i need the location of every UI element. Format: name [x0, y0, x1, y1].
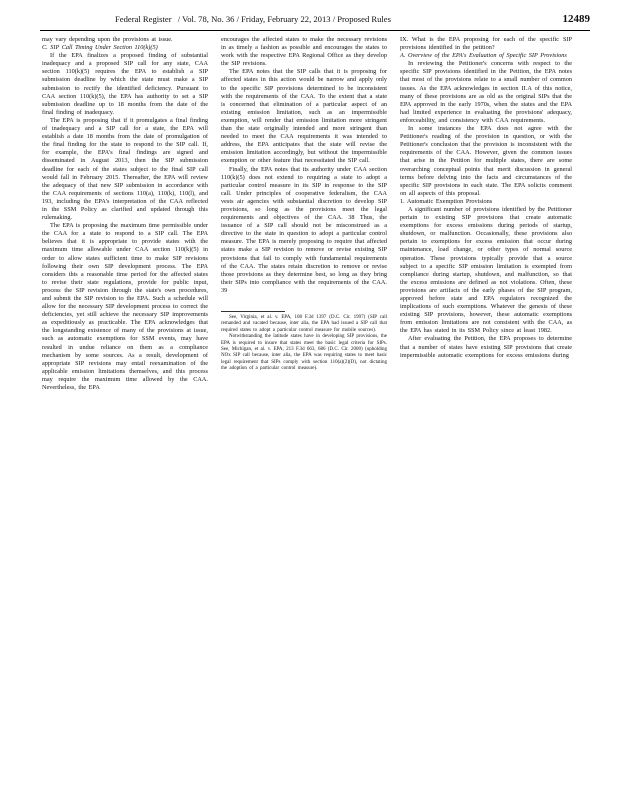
paragraph: Finally, the EPA notes that its authority under CAA section 110(k)(5) does not extend to requiring a state to adopt a particular control measure in its SIP in response to the SIP call. Under principles of cooperative federalism, the CAA vests air agencies with substantial discretion to develop SIP provisions, so long as the provisions meet the legal requirements and objectives of the CAA. 38 Thus, the issuance of a SIP call should not be misconstrued as a directive to the state in question to adopt a particular control measure. The EPA is merely proposing to require that affected states make a SIP revision to remove or revise existing SIP provisions that fail to comply with fundamental requirements of the CAA. The states retain discretion to remove or revise those provisions as they determine best, so long as they bring their SIPs into compliance with the requirements of the CAA. 39 — [221, 165, 387, 294]
header-rule — [40, 30, 590, 31]
paragraph: may vary depending upon the provisions at issue. — [42, 36, 173, 43]
paragraph: In some instances the EPA does not agree with the Petitioner's reading of the provision in question, or with the Petitioner's conclusion that the provision is inconsistent with the requirements of the CAA. However, given the common issues that arise in the Petition for multiple states, there are some overarching conceptual points that merit discussion in general terms before delving into the facts and circumstances of the specific SIP provisions in each state. The EPA solicits comment on all aspects of this proposal. — [400, 125, 572, 197]
paragraph: In reviewing the Petitioner's concerns with respect to the specific SIP provisions identified in the Petition, the EPA notes that most of the provisions relate to a small number of common issues. As the EPA acknowledges in section II.A of this notice, many of these provisions are as old as the original SIPs that the EPA approved in the early 1970s, when the states and the EPA had limited experience in evaluating the provisions' adequacy, enforceability, and consistency with CAA requirements. — [400, 60, 572, 124]
paragraph: encourages the affected states to make the necessary revisions in as timely a fashion as possible and encourages the states to work with the respective EPA Regional Office as they develop the SIP revisions. — [221, 36, 387, 68]
page-number: 12489 — [562, 13, 590, 25]
subsection-heading: A. Overview of the EPA's Evaluation of Specific SIP Provisions — [400, 52, 567, 60]
paragraph: The EPA is proposing the maximum time permissible under the CAA for a state to respond to a SIP call. The EPA believes that it is appropriate to provide states with the maximum time allowable under CAA section 110(k)(5) in order to allow states sufficient time to make SIP revisions following their own SIP development process. The EPA considers this a reasonable time period for the affected states to revise their state regulations, provide for public input, process the SIP revision through the state's own procedures, and submit the SIP revision to the EPA. Such a schedule will allow for the necessary SIP development process to correct the deficiencies, yet still achieve the necessary SIP improvements as expeditiously as practicable. The EPA acknowledges that the longstanding existence of many of the provisions at issue, such as automatic exemptions for SSM events, may have resulted in undue reliance on them as a compliance mechanism by some sources. As a result, development of appropriate SIP revisions may entail reexamination of the applicable emission limitations themselves, and this process may require the maximum time allowed by the CAA. Nevertheless, the EPA — [42, 222, 208, 392]
column-1 — [42, 36, 208, 392]
subsection-heading: 1. Automatic Exemption Provisions — [400, 197, 493, 205]
footnotes — [221, 315, 387, 373]
footnote: Notwithstanding the latitude states have in developing SIP provisions, the EPA is required to insure that states meet the basic legal criteria for SIPs. See, Michigan, et al. v. EPA, 213 F.3d 663, 686 (D.C. Cir. 2000) (upholding NOx SIP call because, inter alia, the EPA was requiring states to meet basic legal requirement that SIPs comply with section 110(a)(2)(D), not dictating the adoption of a particular control measure). — [221, 334, 387, 372]
column-3 — [400, 36, 572, 360]
paragraph: The EPA is proposing that if it promulgates a final finding of inadequacy and a SIP call for a state, the EPA will establish a date 18 months from the date of promulgation of the final finding for the state to respond to the SIP call. If, for example, the EPA's final findings are signed and disseminated in August 2013, then the SIP submission deadline for each of the states subject to the final SIP call would fall in February 2015. Thereafter, the EPA will review the adequacy of that new SIP submission in accordance with the CAA requirements of sections 110(a), 110(k), 110(l), and 193, including the EPA's interpretation of the CAA reflected in the SSM Policy as clarified and updated through this rulemaking. — [42, 116, 208, 222]
header-citation — [115, 10, 395, 28]
column-2 — [221, 36, 387, 373]
footnote: See, Virginia, et al. v. EPA, 108 F.3d 1397 (D.C. Cir. 1997) (SIP call remanded and vacated because, inter alia, the EPA had issued a SIP call that required states to adopt a particular control measure for mobile sources). — [221, 315, 387, 333]
paragraph: The EPA notes that the SIP calls that it is proposing for affected states in this action would be narrow and apply only to the specific SIP provisions determined to be inconsistent with the requirements of the CAA. To the extent that a state is concerned that elimination of a particular aspect of an existing emission limitation, such as an impermissible exemption, will render that emission limitation more stringent than the state originally intended and more stringent than needed to meet the CAA requirements it was intended to address, the EPA anticipates that the state will revise the emission limitation accordingly, but without the impermissible exemption or other feature that necessitated the SIP call. — [221, 68, 387, 165]
section-heading: IX. What is the EPA proposing for each of the specific SIP provisions identified in the petition? — [400, 36, 572, 52]
paragraph: After evaluating the Petition, the EPA proposes to determine that a number of states have existing SIP provisions that create impermissible automatic exemptions for excess emissions during — [400, 335, 572, 359]
running-header — [40, 10, 590, 28]
paragraph: If the EPA finalizes a proposed finding of substantial inadequacy and a proposed SIP call for any state, CAA section 110(k)(5) requires the EPA to establish a SIP submission deadline by which the state must make a SIP submission to rectify the identified deficiency. Pursuant to CAA section 110(k)(5), the EPA has authority to set a SIP submission deadline up to 18 months from the date of the final finding of inadequacy. — [42, 52, 208, 116]
header-title: Federal Register — [115, 14, 172, 24]
paragraph: A significant number of provisions identified by the Petitioner pertain to existing SIP provisions that create automatic exemptions for excess emissions during periods of startup, shutdown, or malfunction. Occasionally, these provisions also pertain to exemptions for excess emission that occur during maintenance, load change, or other types of normal source operation. These provisions typically provide that a source subject to a specific SIP emission limitation is exempted from compliance during startup, shutdown, and malfunction, so that the excess emissions are defined as not violations. Often, these provisions are artifacts of the early phases of the SIP program, approved before state and EPA regulators recognized the implications of such exemptions. Whatever the genesis of these existing SIP provisions, however, these automatic exemptions from emission limitations are not consistent with the CAA, as the EPA has stated in its SSM Policy since at least 1982. — [400, 205, 572, 335]
section-heading: C. SIP Call Timing Under Section 110(k)(5) — [42, 44, 158, 52]
header-volume-info: / Vol. 78, No. 36 / Friday, February 22, 2013 / Proposed Rules — [177, 14, 391, 24]
